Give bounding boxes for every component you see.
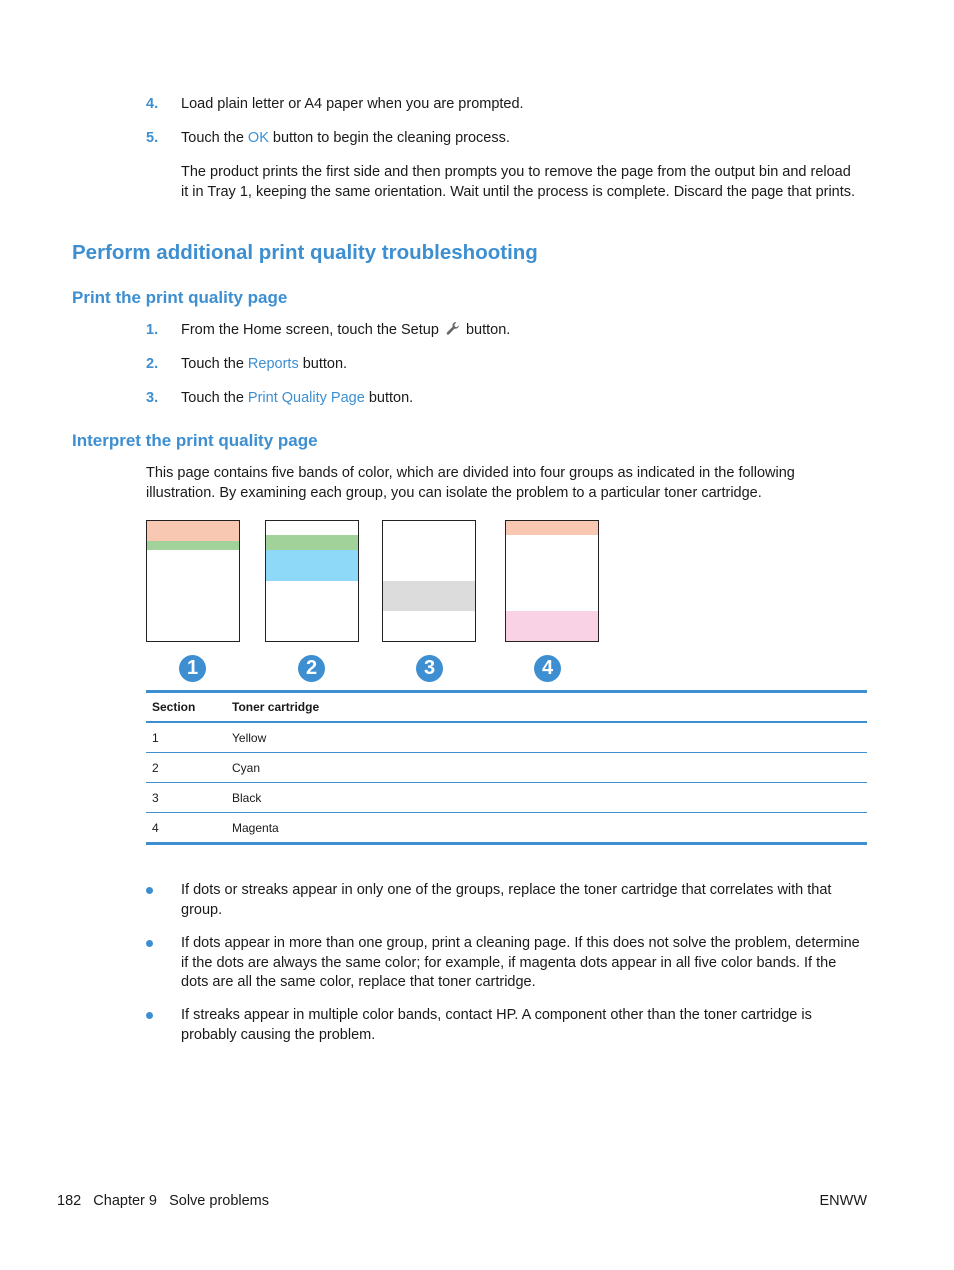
step-text (181, 321, 510, 341)
callout-1: 1 (179, 655, 206, 682)
step-text-post: button. (364, 390, 414, 406)
step-text (181, 129, 510, 149)
step-text (181, 389, 413, 409)
group-4-page (505, 520, 599, 642)
callout-2: 2 (298, 655, 325, 682)
table-row (146, 722, 867, 753)
page-footer-right: ENWW (819, 1193, 867, 1209)
group-1-page (146, 520, 240, 642)
cell-section: 3 (152, 790, 159, 805)
peach-band (506, 521, 598, 535)
bullet-icon (146, 940, 153, 947)
cell-toner: Yellow (232, 730, 267, 745)
toner-table (146, 690, 867, 845)
step-text-post: button to begin the cleaning process. (268, 130, 510, 146)
cyan-band (266, 550, 358, 581)
table-row (146, 753, 867, 783)
wrench-icon (445, 321, 460, 336)
ok-button-label: OK (247, 130, 269, 146)
bullet-icon (146, 1012, 153, 1019)
header-toner-cartridge: Toner cartridge (232, 700, 320, 714)
pink-band (506, 611, 598, 641)
step-text-pre: Touch the (181, 390, 248, 406)
interpret-intro: This page contains five bands of color, which are divided into four groups as indicated in the following illustration. By examining each group, you can isolate the problem to a particular toner cartridge. (146, 465, 795, 501)
cell-toner: Cyan (232, 760, 261, 775)
bullet-text: If dots appear in more than one group, print a cleaning page. If this does not solve the problem, determine if the dots are always the same color; for example, if magenta dots appear in all five color bands. If the dots are all the same color, replace that toner cartridge. (181, 935, 860, 990)
subsection-heading: Print the print quality page (72, 288, 288, 307)
header-section: Section (152, 700, 196, 714)
section-heading: Perform additional print quality troubleshooting (72, 241, 538, 264)
step-text-pre: Touch the (181, 130, 248, 146)
step-text-post: button. (298, 356, 348, 372)
step-text-pre: From the Home screen, touch the Setup (181, 322, 439, 338)
bullet-icon (146, 887, 153, 894)
step-text (181, 355, 347, 375)
subsection-heading: Interpret the print quality page (72, 431, 318, 450)
chapter-title: Solve problems (169, 1193, 270, 1209)
step-note: The product prints the first side and then prompts you to remove the page from the output bin and reload it in Tray 1, keeping the same orientation. Wait until the process is complete. Discard the page that prints. (181, 164, 856, 200)
cell-section: 2 (152, 760, 159, 775)
cell-section: 1 (152, 730, 159, 745)
peach-band (147, 521, 239, 541)
bullet-text: If streaks appear in multiple color bands, contact HP. A component other than the toner cartridge is probably causing the problem. (181, 1007, 812, 1043)
group-3-page (382, 520, 476, 642)
cell-toner: Black (232, 790, 262, 805)
table-header-row (146, 692, 867, 723)
table-row (146, 783, 867, 813)
reports-button-label: Reports (247, 356, 299, 372)
bullet-text: If dots or streaks appear in only one of the groups, replace the toner cartridge that correlates with that group. (181, 882, 832, 918)
green-band (266, 535, 358, 550)
chapter-label: Chapter 9 (93, 1193, 157, 1209)
step-text-post: button. (465, 322, 511, 338)
step-number: 5. (146, 130, 159, 146)
green-band (147, 541, 239, 550)
step-number: 2. (146, 356, 159, 372)
cell-section: 4 (152, 820, 159, 835)
table-row (146, 813, 867, 844)
step-number: 3. (146, 390, 159, 406)
callout-4: 4 (534, 655, 561, 682)
print-quality-page-button-label: Print Quality Page (247, 390, 365, 406)
page-footer-left (57, 1192, 269, 1212)
gray-band (383, 581, 475, 611)
page-number: 182 (57, 1193, 82, 1209)
step-number: 4. (146, 96, 159, 112)
step-number: 1. (146, 322, 159, 338)
cell-toner: Magenta (232, 820, 279, 835)
step-text-pre: Touch the (181, 356, 248, 372)
group-2-page (265, 520, 359, 642)
step-text: Load plain letter or A4 paper when you are prompted. (181, 96, 524, 112)
callout-3: 3 (416, 655, 443, 682)
